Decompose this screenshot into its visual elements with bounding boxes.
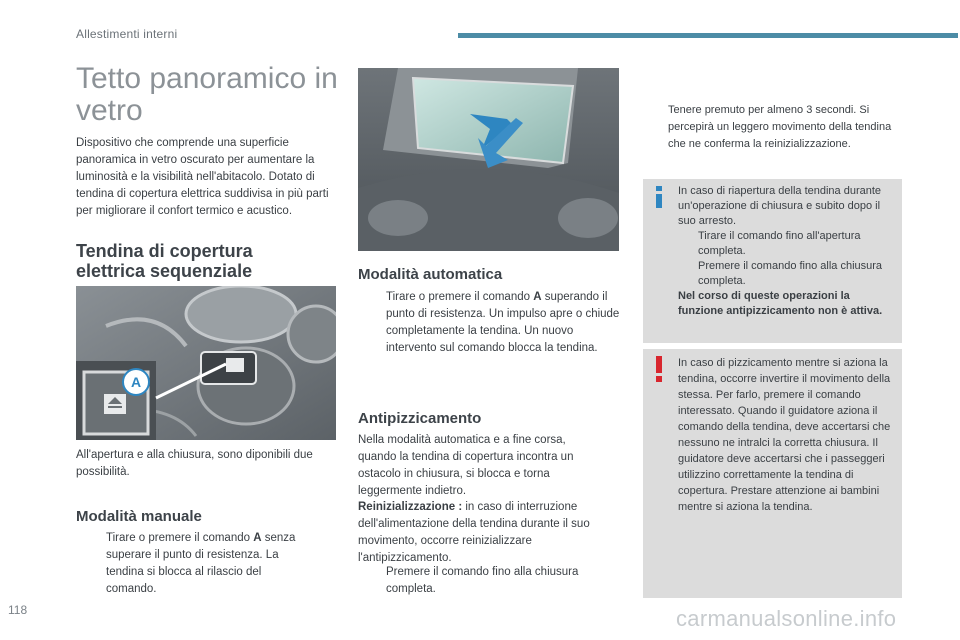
bullet-text: Premere il comando fino alla chiusura completa.: [698, 260, 883, 287]
bullet-text-pre: Tirare o premere il comando: [386, 291, 534, 303]
options-paragraph: All'apertura e alla chiusura, sono diponibili due possibilità.: [76, 449, 313, 478]
bullet-text: Tenere premuto per almeno 3 secondi. Si percepirà un leggero movimento della tendina che ne conferma la reinizializzazione.: [668, 104, 892, 150]
intro-paragraph: Dispositivo che comprende una superficie panoramica in vetro oscurato per aumentare la luminosità e la visibilità nell'abitacolo. Dotato di tendina di copertura elettrica suddivisa in più parti per migliorare il confort termico e acustico.: [76, 137, 329, 217]
info-box-bullet-2: [678, 259, 896, 289]
page-title: Tetto panoramico in vetro: [76, 62, 338, 127]
bullet-text: [106, 530, 314, 598]
sunroof-image: [358, 68, 619, 251]
info-icon: [653, 186, 665, 208]
control-switch-image: [76, 286, 336, 440]
manual-mode-bullet: [84, 530, 314, 598]
header-accent-bar: [458, 33, 958, 38]
page-number: 118: [8, 603, 28, 617]
bullet-text-post: superando il punto di resistenza. Un impulso apre o chiude completamente la tendina. Un nuovo intervento sul comando blocca la tendina.: [386, 291, 620, 354]
bullet-marker: [678, 259, 690, 289]
bullet-text: [386, 289, 622, 357]
warning-box-text: In caso di pizzicamento mentre si aziona la tendina, occorre invertire il movimento della stessa. Per farlo, premere il comando interessato. Quando il guidatore aziona il comando della tendina, deve accertarsi che nessuno ne intralci la corretta chiusura. Il guidatore deve accertarsi che i passeggeri utilizzino correttamente la tendina di copertura. Prestare attenzione ai bambini mentre si aziona la tendina.: [678, 357, 891, 513]
bullet-marker: [646, 102, 658, 153]
section-heading: Tendina di copertura elettrica sequenziale: [76, 241, 253, 281]
bullet-text: Tirare il comando fino all'apertura completa.: [698, 230, 861, 257]
reinit-paragraph: [358, 499, 604, 567]
section-header: Allestimenti interni: [76, 27, 178, 41]
watermark: carmanualsonline.info: [676, 606, 897, 631]
reinit-label: Reinizializzazione :: [358, 501, 463, 513]
bullet-text: Premere il comando fino alla chiusura completa.: [386, 566, 579, 595]
info-box-text: In caso di riapertura della tendina durante un'operazione di chiusura e subito dopo il suo arresto.: [678, 185, 882, 227]
manual-mode-heading: Modalità manuale: [76, 508, 202, 525]
bullet-marker: [364, 289, 376, 357]
bullet-marker: [678, 229, 690, 259]
reinit-text: in caso di interruzione dell'alimentazione della tendina durante il suo movimento, occorre reinizializzare l'antipizzicamento.: [358, 501, 590, 564]
info-box-bullet-1: [678, 229, 896, 259]
antipinch-paragraph: Nella modalità automatica e a fine corsa, quando la tendina di copertura incontra un ostacolo in chiusura, si blocca e torna leggermente indietro.: [358, 434, 574, 497]
bullet-text-bold: A: [533, 291, 542, 303]
warning-icon: [653, 356, 665, 382]
info-box-bold-note: Nel corso di queste operazioni la funzione antipizzicamento non è attiva.: [678, 290, 883, 317]
automatic-mode-bullet: [364, 289, 622, 357]
bullet-marker: [364, 564, 376, 598]
control-label-A: A: [130, 374, 142, 390]
antipinch-bullet: [364, 564, 604, 598]
reinit-hold-bullet: [646, 102, 902, 153]
bullet-text-post: senza superare il punto di resistenza. La tendina si blocca al rilascio del comando.: [106, 532, 296, 595]
sunroof-illustration: [358, 68, 619, 251]
bullet-text-bold: A: [253, 532, 262, 544]
automatic-mode-heading: Modalità automatica: [358, 266, 503, 283]
antipinch-heading: Antipizzicamento: [358, 410, 482, 427]
bullet-marker: [84, 530, 96, 598]
info-box-content: [678, 184, 896, 319]
bullet-text-pre: Tirare o premere il comando: [106, 532, 254, 544]
control-switch-illustration: [76, 286, 336, 440]
